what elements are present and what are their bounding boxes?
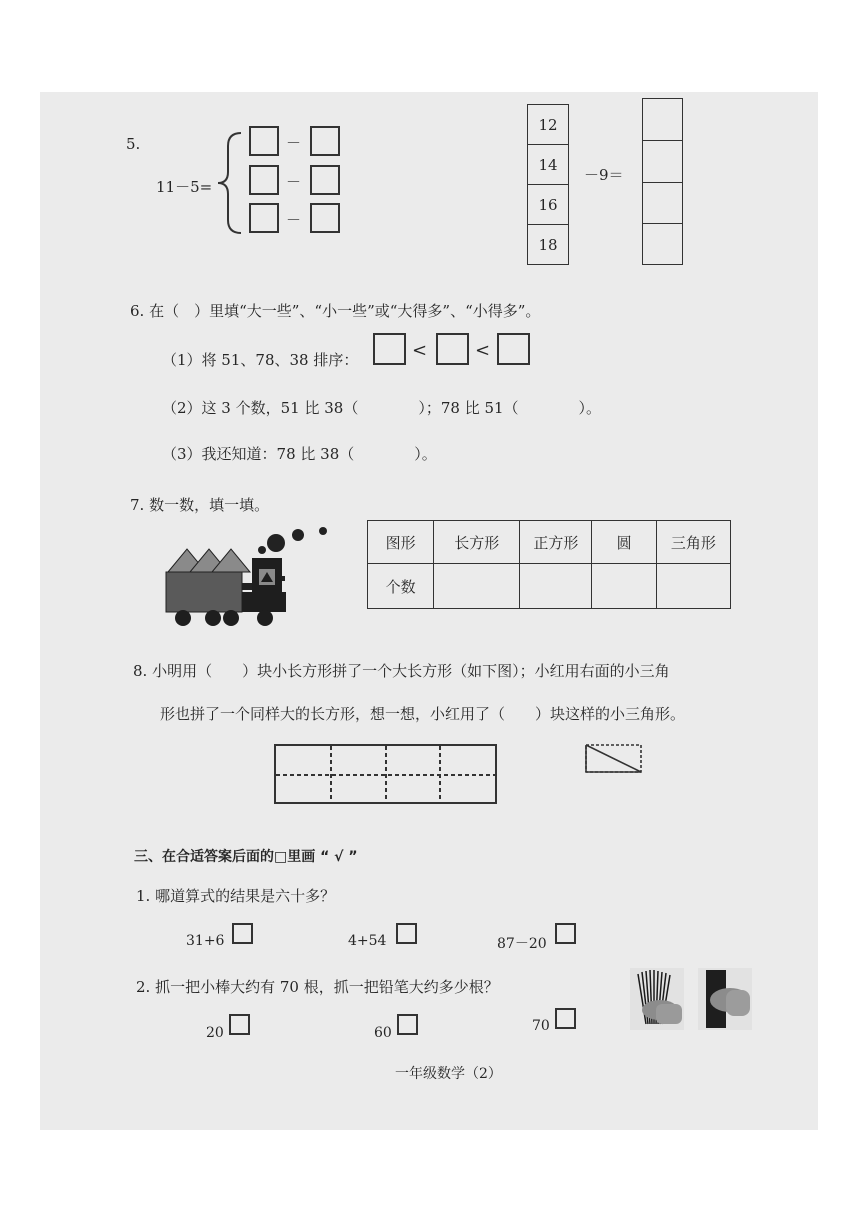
number-cell: 12 — [527, 104, 569, 145]
section3-heading: 三、在合适答案后面的□里画 “ √ ” — [134, 849, 358, 865]
answer-box[interactable] — [373, 333, 406, 365]
q5-equation: 11－5= — [156, 178, 213, 196]
option-label: 70 — [532, 1018, 550, 1034]
option-label: 60 — [374, 1025, 392, 1041]
q6-part2: （2）这 3 个数，51 比 38（ ）；78 比 51（ ）。 — [162, 399, 602, 417]
table-header-cell: 正方形 — [520, 521, 592, 564]
answer-cell[interactable] — [642, 182, 683, 224]
shape-count-table — [367, 520, 731, 609]
checkbox[interactable] — [232, 923, 253, 944]
answer-box[interactable] — [249, 126, 279, 156]
less-than-sign: < — [475, 340, 491, 361]
checkbox[interactable] — [555, 923, 576, 944]
q5-number: 5. — [126, 135, 141, 153]
table-header-cell: 长方形 — [434, 521, 520, 564]
answer-box[interactable] — [249, 165, 279, 195]
answer-cell[interactable] — [642, 223, 683, 265]
minus-sign: － — [286, 134, 302, 152]
table-row-label: 个数 — [368, 564, 434, 609]
answer-box[interactable] — [436, 333, 469, 365]
number-cell: 16 — [527, 184, 569, 225]
answer-cell[interactable] — [642, 140, 683, 183]
s3-q2-text: 2. 抓一把小棒大约有 70 根，抓一把铅笔大约多少根？ — [136, 978, 499, 996]
answer-box[interactable] — [249, 203, 279, 233]
brace-icon — [215, 130, 245, 236]
table-header-cell: 图形 — [368, 521, 434, 564]
table-answer-cell[interactable] — [434, 564, 520, 609]
option-label: 31+6 — [186, 933, 225, 949]
q6-title: 6. 在（ ）里填“大一些”、“小一些”或“大得多”、“小得多”。 — [130, 302, 541, 320]
less-than-sign: < — [412, 340, 428, 361]
table-header-cell: 三角形 — [656, 521, 730, 564]
page-footer: 一年级数学（2） — [395, 1066, 502, 1082]
option-label: 20 — [206, 1025, 224, 1041]
sticks-photo-icon — [630, 968, 684, 1030]
table-answer-cell[interactable] — [656, 564, 730, 609]
checkbox[interactable] — [397, 1014, 418, 1035]
q8-line1: 8. 小明用（ ）块小长方形拼了一个大长方形（如下图）；小红用右面的小三角 — [133, 662, 670, 680]
checkbox[interactable] — [555, 1008, 576, 1029]
pencils-photo-icon — [698, 968, 752, 1030]
answer-box[interactable] — [310, 165, 340, 195]
train-illustration — [162, 520, 332, 630]
q7-title: 7. 数一数，填一填。 — [130, 496, 270, 514]
option-label: 87－20 — [497, 936, 547, 952]
answer-box[interactable] — [310, 203, 340, 233]
q6-part3: （3）我还知道：78 比 38（ ）。 — [162, 445, 437, 463]
answer-box[interactable] — [497, 333, 530, 365]
q8-line2: 形也拼了一个同样大的长方形，想一想，小红用了（ ）块这样的小三角形。 — [160, 705, 686, 723]
s3-q1-text: 1. 哪道算式的结果是六十多？ — [136, 887, 336, 905]
checkbox[interactable] — [229, 1014, 250, 1035]
table-answer-cell[interactable] — [520, 564, 592, 609]
number-cell: 14 — [527, 144, 569, 185]
minus-sign: － — [286, 211, 302, 229]
table-header-cell: 圆 — [592, 521, 656, 564]
option-label: 4+54 — [348, 933, 387, 949]
big-rectangle-figure — [274, 744, 498, 806]
table-answer-cell[interactable] — [592, 564, 656, 609]
minus-nine: －9＝ — [584, 166, 624, 184]
number-cell: 18 — [527, 224, 569, 265]
q6-part1: （1）将 51、78、38 排序： — [162, 351, 359, 369]
checkbox[interactable] — [396, 923, 417, 944]
minus-sign: － — [286, 173, 302, 191]
answer-box[interactable] — [310, 126, 340, 156]
answer-cell[interactable] — [642, 98, 683, 141]
small-triangle-figure — [585, 744, 643, 774]
